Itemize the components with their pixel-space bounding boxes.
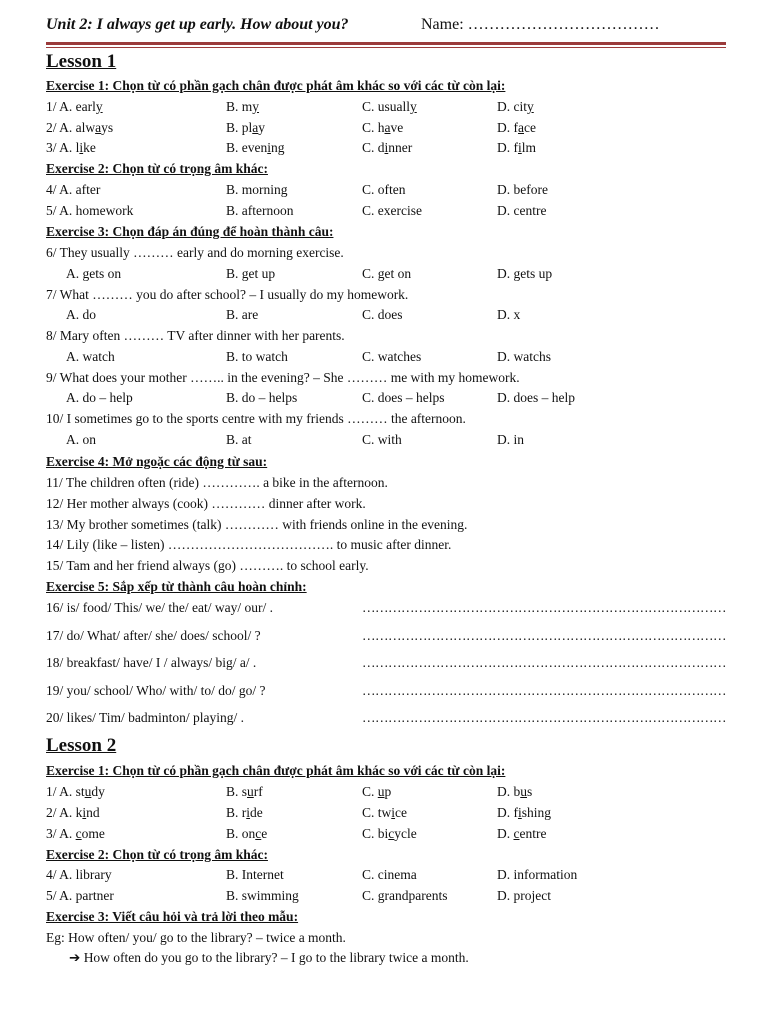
l2-ex1-option-post: s [527,784,533,799]
l1-ex5-answer-line[interactable]: ………………………………………………………………………… [362,710,726,725]
l1-ex3-options [46,349,726,369]
l1-exercise-2-title: Exercise 2: Chọn từ có trọng âm khác: [46,161,268,176]
l1-ex1-option-underlined: a [252,119,259,135]
l2-ex1-option-underlined: u [84,784,92,799]
l1-ex1-option-post: ng [271,140,285,156]
l2-ex2-option: C. grandparents [362,887,448,903]
l1-ex1-option-pre: D. cit [497,99,527,114]
l1-ex1-option-pre: 1/ A. earl [46,99,96,114]
l1-ex1-option-post: lm [521,140,537,156]
l1-ex5-answer-line[interactable]: ………………………………………………………………………… [362,600,726,615]
l1-ex3-question: 7/ What ……… you do after school? – I usually do my homework. [46,286,409,302]
l1-ex1-option-underlined: y [95,99,103,114]
l1-ex3-option: A. gets on [66,265,122,281]
l2-ex1-option [362,805,407,821]
l2-ex1-option [497,784,532,800]
l1-ex2-row [46,182,726,202]
l1-ex3-question: 6/ They usually ……… early and do morning exercise. [46,245,344,260]
l1-ex5-prompt: 17/ do/ What/ after/ she/ does/ school/ ? [46,627,261,643]
l1-ex1-option-underlined: a [518,119,524,135]
l2-ex1-option-pre: B. r [226,804,247,820]
l2-ex1-option-post: p [384,784,392,799]
l1-ex1-option-pre: C. usuall [362,99,411,114]
header-rule-thin [46,47,726,48]
l1-ex3-option: C. does [362,307,403,323]
l2-ex1-option-post: shing [521,804,552,820]
l1-ex5-prompt: 16/ is/ food/ This/ we/ the/ eat/ way/ our/ . [46,600,273,615]
l1-ex1-option [362,140,412,156]
l1-ex1-option-underlined: y [410,99,417,114]
l1-ex3-option: B. at [226,431,252,447]
l2-ex1-option-post: ycle [394,825,417,841]
l1-ex1-option-underlined: i [267,140,272,156]
l2-exercise-1-title: Exercise 1: Chọn từ có phần gạch chân được phát âm khác so với các từ còn lại: [46,763,506,778]
l1-ex5-answer-line[interactable]: ………………………………………………………………………… [362,627,726,643]
l1-ex1-option-post: nner [388,140,413,156]
l2-ex1-option [226,784,263,800]
l2-ex1-option [226,826,267,842]
lesson-1-title: Lesson 1 [46,51,117,72]
l2-ex3-answer [69,950,469,966]
l2-ex2-option: D. project [497,887,551,903]
l2-ex2-option: C. cinema [362,867,417,882]
l2-ex1-option-post: rf [253,784,263,799]
l2-ex1-option-underlined: c [75,825,82,841]
l2-ex1-option [497,826,546,842]
l2-ex1-option-underlined: c [388,825,395,841]
l1-ex3-option: D. watchs [497,348,551,364]
arrow-right-icon: ➔ [69,950,81,965]
l2-ex3-answer-text: How often do you go to the library? – I go to the library twice a month. [83,950,469,965]
l1-ex3-option: D. x [497,307,521,323]
l1-ex1-option-pre: B. even [226,140,268,156]
l1-ex2-option: C. exercise [362,202,422,218]
l2-ex2-option: D. information [497,867,578,882]
l2-ex1-option-underlined: c [255,825,262,841]
l2-ex1-option-underlined: i [246,804,251,820]
header-rule-thick [46,42,726,45]
l1-ex1-option [497,140,536,156]
l2-ex1-option-pre: C. bi [362,825,389,841]
l2-ex2-row [46,888,726,908]
name-field-label: Name: ……………………………… [421,16,660,33]
l1-ex3-option: C. does – helps [362,390,445,406]
l1-ex3-question: 10/ I sometimes go to the sports centre with my friends ……… the afternoon. [46,411,466,426]
l1-ex1-option [226,99,259,115]
l1-ex3-option: C. get on [362,265,412,281]
l1-ex3-options [46,390,726,410]
l1-ex2-option: C. often [362,182,406,197]
header [46,16,736,40]
l1-ex1-option-pre: D. f [497,119,518,135]
l1-ex3-options [46,432,726,452]
l2-ex2-row [46,867,726,887]
l1-ex4-sentence: 15/ Tam and her friend always (go) ………. to school early. [46,558,369,574]
l1-ex1-option [46,99,103,115]
l1-ex1-option [362,120,403,136]
l1-ex5-answer-line[interactable]: ………………………………………………………………………… [362,655,726,670]
l1-ex2-row [46,203,726,223]
l1-ex3-option: A. on [66,431,96,447]
l1-ex1-option-underlined: a [384,119,391,135]
l1-ex1-option-pre: 2/ A. alw [46,119,96,135]
l1-ex1-option-underlined: i [384,140,389,156]
l1-ex1-option-pre: C. h [362,119,385,135]
l2-ex1-option-post: de [250,804,263,820]
l1-ex1-option [226,120,265,136]
l1-ex1-option [362,99,417,115]
l2-ex3-example: Eg: How often/ you/ go to the library? – twice a month. [46,930,346,945]
l1-ex1-option-post: y [258,119,266,135]
l1-ex4-sentence: 11/ The children often (ride) …………. a bike in the afternoon. [46,475,388,490]
l2-ex1-option-pre: 2/ A. k [46,804,83,820]
l1-ex1-option-underlined: a [95,119,102,135]
l2-ex1-option-underlined: u [520,784,527,799]
l1-ex5-prompt: 19/ you/ school/ Who/ with/ to/ do/ go/ ? [46,682,266,698]
l1-ex2-option: B. morning [226,182,288,197]
l1-ex5-prompt: 20/ likes/ Tim/ badminton/ playing/ . [46,710,245,725]
l1-ex5-answer-line[interactable]: ………………………………………………………………………… [362,682,726,698]
l2-ex1-row [46,784,726,804]
l1-exercise-1-title: Exercise 1: Chọn từ có phần gạch chân được phát âm khác so với các từ còn lại: [46,78,506,93]
l2-ex1-option-pre: D. [497,825,514,841]
l1-ex1-option-pre: B. m [226,99,253,114]
l1-ex1-option-post: ce [524,119,536,135]
l2-ex2-option: 4/ A. library [46,867,112,882]
l1-ex1-option [46,120,113,136]
l1-ex3-option: D. gets up [497,265,553,281]
l2-ex1-option-post: entre [519,825,547,841]
l2-ex1-option [497,805,551,821]
l1-ex3-option: C. with [362,431,402,447]
l2-ex1-option [362,784,391,800]
l1-ex1-option-underlined: i [79,140,84,156]
l1-exercise-3-title: Exercise 3: Chọn đáp án đúng để hoàn thành câu: [46,224,334,239]
l2-ex2-option: B. swimming [226,887,299,903]
l1-ex3-options [46,307,726,327]
l1-ex1-option-pre: B. pl [226,119,253,135]
l2-ex1-option [46,805,100,821]
l2-ex2-option: B. Internet [226,867,284,882]
l2-ex1-option [46,826,105,842]
l1-ex3-option: D. in [497,431,524,447]
l1-ex1-option-pre: D. f [497,140,518,156]
l2-ex1-option-pre: C. [362,784,378,799]
l1-ex3-option: B. do – helps [226,390,298,406]
l2-ex1-option-post: dy [91,784,105,799]
l2-ex1-option-underlined: i [391,804,396,820]
l1-ex3-option: B. to watch [226,348,288,364]
l1-ex1-option-post: ys [101,119,114,135]
l1-ex1-option [497,120,536,136]
l1-ex3-option: A. watch [66,348,115,364]
l1-ex1-option [226,140,285,156]
l1-ex1-option [46,140,96,156]
l1-ex5-prompt: 18/ breakfast/ have/ I / always/ big/ a/ . [46,655,257,670]
l2-ex1-option-underlined: i [518,804,522,820]
l1-ex4-sentence: 14/ Lily (like – listen) ………………………………. to music after dinner. [46,537,452,553]
l2-ex1-option-post: nd [86,804,100,820]
l1-ex1-row [46,140,726,160]
unit-title: Unit 2: I always get up early. How about you? [46,16,349,33]
l1-ex1-option-pre: C. d [362,140,385,156]
l2-ex1-option-pre: D. f [497,804,518,820]
l2-ex1-option-post: ome [81,825,105,841]
l2-ex1-row [46,826,726,846]
l1-ex1-row [46,99,726,119]
l1-ex3-option: C. watches [362,348,422,364]
l1-ex3-option: B. are [226,307,259,323]
l1-ex1-option-underlined: y [252,99,260,114]
l2-ex1-option-pre: B. on [226,825,256,841]
l2-exercise-2-title: Exercise 2: Chọn từ có trọng âm khác: [46,847,268,862]
l1-ex3-options [46,266,726,286]
l1-ex2-option: B. afternoon [226,202,294,218]
l1-ex3-question: 8/ Mary often ……… TV after dinner with her parents. [46,328,345,343]
l2-ex1-option-underlined: u [377,784,385,799]
l1-exercise-5-title: Exercise 5: Sắp xếp từ thành câu hoàn chỉnh: [46,579,307,594]
l1-ex1-option-underlined: i [518,140,522,156]
l1-exercise-4-title: Exercise 4: Mở ngoặc các động từ sau: [46,454,268,469]
l2-ex1-option [46,784,105,800]
l1-ex2-option: D. before [497,182,548,197]
l2-ex1-option-post: e [261,825,268,841]
l1-ex3-question: 9/ What does your mother …….. in the evening? – She ……… me with my homework. [46,369,520,385]
l1-ex2-option: D. centre [497,202,547,218]
l2-ex1-option-post: ce [395,804,408,820]
l2-ex1-option-pre: 1/ A. st [46,784,85,799]
l2-ex1-option [226,805,263,821]
l1-ex1-option [497,99,534,115]
l1-ex2-option: 4/ A. after [46,182,101,197]
l2-ex1-option-pre: D. b [497,784,521,799]
l2-exercise-3-title: Exercise 3: Viết câu hỏi và trả lời theo mẫu: [46,909,299,924]
l2-ex2-option: 5/ A. partner [46,887,114,903]
l1-ex1-option-post: ve [390,119,404,135]
l2-ex1-option-pre: C. tw [362,804,392,820]
l1-ex1-row [46,120,726,140]
l1-ex3-option: A. do – help [66,390,133,406]
lesson-2-title: Lesson 2 [46,735,117,756]
l2-ex1-option-underlined: i [82,804,87,820]
l1-ex3-option: D. does – help [497,390,575,406]
l1-ex3-option: B. get up [226,265,276,281]
l2-ex1-option-pre: 3/ A. [46,825,76,841]
l1-ex1-option-underlined: y [527,99,534,114]
l1-ex1-option-post: ke [83,140,96,156]
l1-ex3-option: A. do [66,307,96,323]
l2-ex1-option [362,826,417,842]
l1-ex2-option: 5/ A. homework [46,202,134,218]
l2-ex1-option-underlined: c [513,825,520,841]
l2-ex1-option-pre: B. s [226,784,248,799]
l1-ex4-sentence: 13/ My brother sometimes (talk) ………… with friends online in the evening. [46,516,468,532]
l2-ex1-row [46,805,726,825]
l2-ex1-option-underlined: u [247,784,254,799]
l1-ex1-option-pre: 3/ A. l [46,140,80,156]
l1-ex4-sentence: 12/ Her mother always (cook) ………… dinner after work. [46,495,366,511]
